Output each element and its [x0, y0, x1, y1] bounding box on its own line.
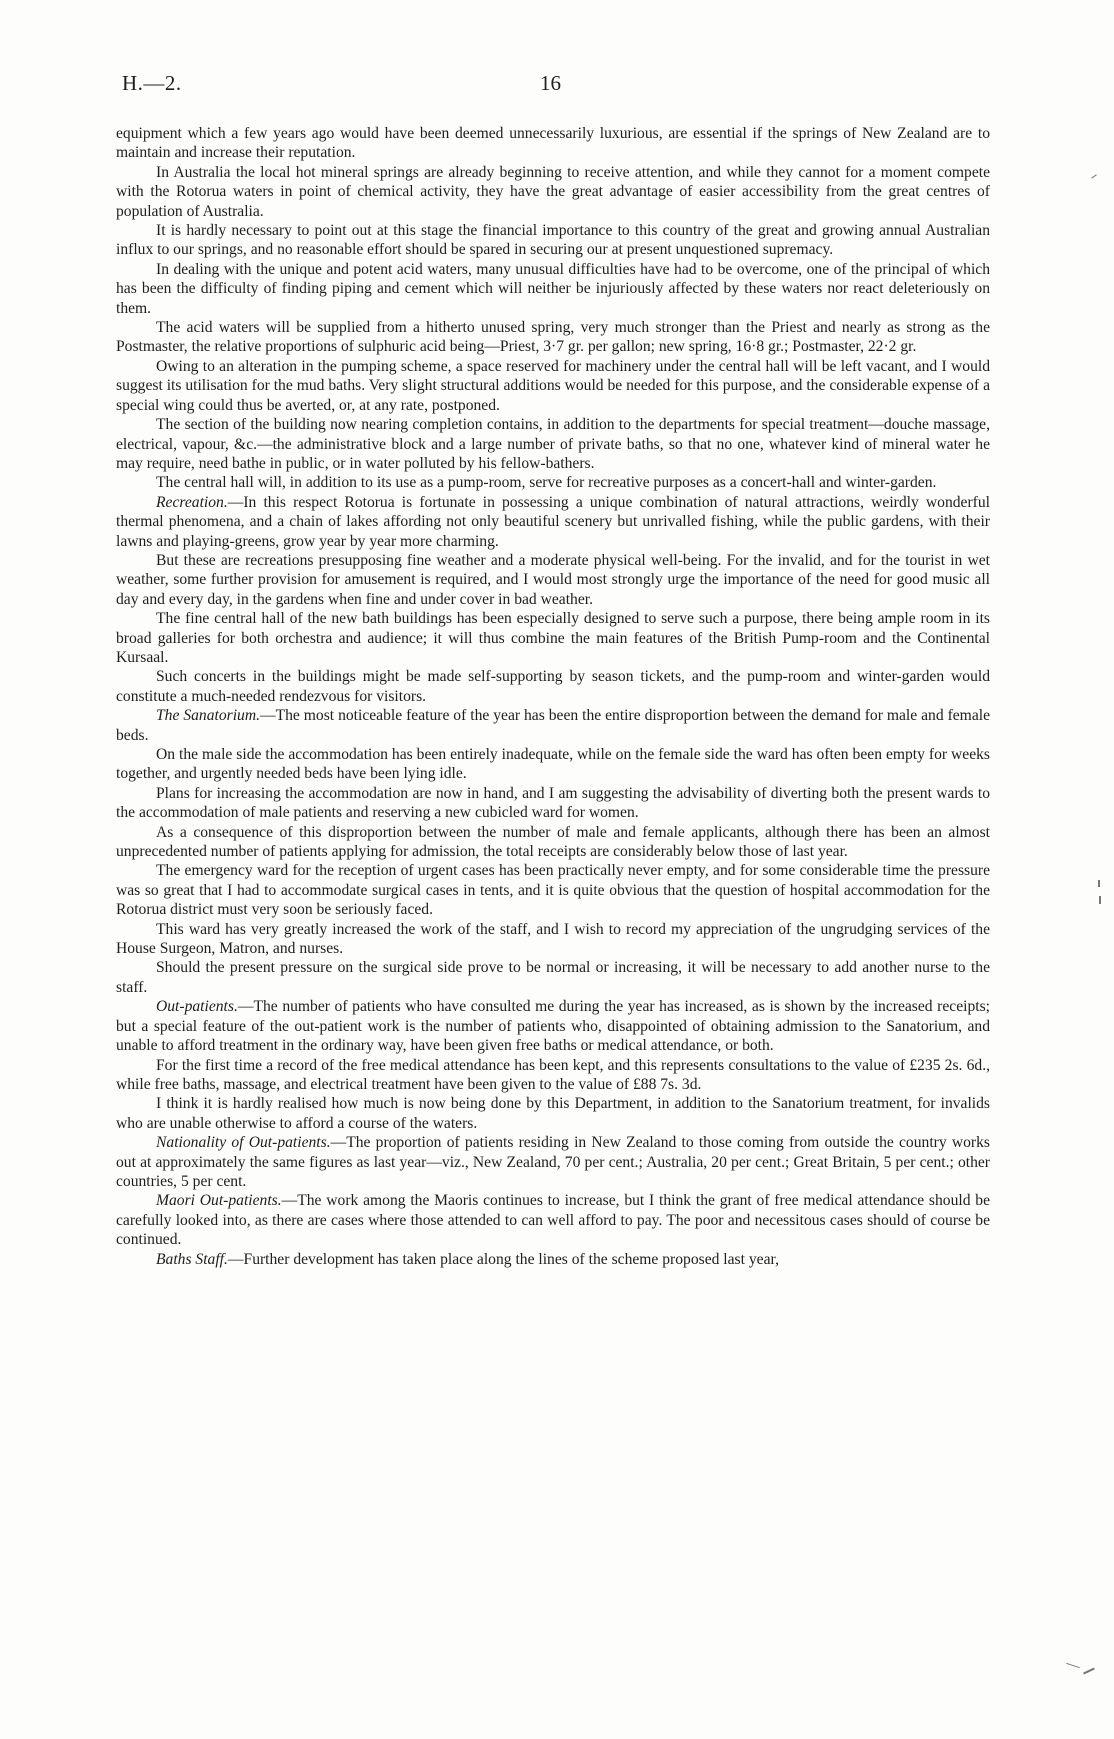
paragraph-text: For the first time a record of the free medical attendance has been kept, and this represents consultations to the value of £235 2s. 6d., while free baths, massage, and electrical treatment have been given to the value of £88 7s. 3d.	[116, 1056, 990, 1093]
paragraph-text: But these are recreations presupposing fine weather and a moderate physical well-being. For the invalid, and for the tourist in wet weather, some further provision for amusement is required, and I would most strongly urge the importance of the need for good music all day and every day, in the gardens when fine and under cover in bad weather.	[116, 551, 990, 608]
paragraph-text: In dealing with the unique and potent acid waters, many unusual difficulties have had to be overcome, one of the principal of which has been the difficulty of finding piping and cement which will neither be injuriously affected by these waters nor react deleteriously on them.	[116, 260, 990, 317]
body-text	[116, 124, 990, 1269]
document-reference: H.—2.	[122, 71, 182, 95]
paragraph-text: Plans for increasing the accommodation are now in hand, and I am suggesting the advisability of diverting both the present wards to the accommodation of male patients and reserving a new cubicled ward for women.	[116, 784, 990, 822]
section-heading: The Sanatorium.	[156, 707, 261, 725]
section-heading: Baths Staff.	[156, 1250, 228, 1268]
paragraph-text: —The most noticeable feature of the year has been the entire disproportion between the demand for male and female beds.	[116, 707, 990, 744]
section-heading: Recreation.	[156, 493, 228, 511]
paragraph	[116, 823, 990, 862]
paragraph	[116, 861, 990, 919]
paragraph	[116, 473, 990, 492]
paragraph	[116, 784, 990, 823]
section-heading: Maori Out-patients.	[156, 1192, 282, 1210]
section-heading: Out-patients.	[156, 998, 238, 1016]
paragraph	[116, 1191, 990, 1249]
paragraph-text: Owing to an alteration in the pumping scheme, a space reserved for machinery under the central hall will be left vacant, and I would suggest its utilisation for the mud baths. Very slight structural additions would be needed for this purpose, and the considerable expense of a special wing could thus be averted, or, at any rate, postponed.	[116, 357, 990, 414]
paragraph-text: The acid waters will be supplied from a hitherto unused spring, very much stronger than the Priest and nearly as strong as the Postmaster, the relative proportions of sulphuric acid being—Priest, 3·7 gr. per gallon; new spring, 16·8 gr.; Postmaster, 22·2 gr.	[116, 319, 990, 356]
paragraph-text: —In this respect Rotorua is fortunate in possessing a unique combination of natural attractions, weirdly wonderful thermal phenomena, and a chain of lakes affording not only beautiful scenery but unrivalled fishing, while the public gardens, with their lawns and playing-greens, grow year by year more charming.	[116, 493, 990, 550]
paragraph	[116, 920, 990, 959]
paragraph-text: —Further development has taken place along the lines of the scheme proposed last year,	[227, 1250, 779, 1268]
section-heading: Nationality of Out-patients.	[156, 1134, 331, 1152]
paragraph	[116, 706, 990, 745]
paragraph	[116, 415, 990, 473]
paragraph	[116, 958, 990, 997]
paragraph	[116, 1056, 990, 1095]
paragraph-text: The section of the building now nearing completion contains, in addition to the departments for special treatment—douche massage, electrical, vapour, &c.—the administrative block and a large number of private baths, so that no one, whatever kind of mineral water he may require, need bathe in public, or in water polluted by his fellow-bathers.	[116, 416, 990, 472]
paragraph	[116, 667, 990, 706]
paragraph	[116, 260, 990, 318]
paragraph-text: This ward has very greatly increased the work of the staff, and I wish to record my appreciation of the ungrudging services of the House Surgeon, Matron, and nurses.	[116, 920, 990, 958]
paragraph	[116, 163, 990, 221]
paragraph	[116, 357, 990, 415]
paragraph	[116, 124, 990, 163]
page-number: 16	[540, 71, 561, 95]
paragraph-text: As a consequence of this disproportion between the number of male and female applicants, although there has been an almost unprecedented number of patients applying for admission, the total receipts are considerably below those of last year.	[116, 823, 990, 861]
paragraph	[116, 551, 990, 609]
paragraph	[116, 609, 990, 667]
paragraph	[116, 745, 990, 784]
paragraph	[116, 1094, 990, 1133]
paragraph	[116, 1133, 990, 1191]
paragraph-text: —The proportion of patients residing in New Zealand to those coming from outside the country works out at approximately the same figures as last year—viz., New Zealand, 70 per cent.; Australia, 20 per cent.; Great Britain, 5 per cent.; other countries, 5 per cent.	[116, 1134, 990, 1190]
paragraph-text: The central hall will, in addition to its use as a pump-room, serve for recreative purposes as a concert-hall and winter-garden.	[156, 474, 937, 492]
paragraph-text: I think it is hardly realised how much is now being done by this Department, in addition to the Sanatorium treatment, for invalids who are unable otherwise to afford a course of the waters.	[116, 1095, 990, 1132]
paragraph-text: It is hardly necessary to point out at this stage the financial importance to this country of the great and growing annual Australian influx to our springs, and no reasonable effort should be spared in securing our at present unquestioned supremacy.	[116, 222, 990, 259]
paragraph-text: Such concerts in the buildings might be made self-supporting by season tickets, and the pump-room and winter-garden would constitute a much-needed rendezvous for visitors.	[116, 668, 990, 705]
paragraph	[116, 318, 990, 357]
paragraph-text: The emergency ward for the reception of urgent cases has been practically never empty, and for some considerable time the pressure was so great that I had to accommodate surgical cases in tents, and it is quite obvious that the question of hospital accommodation for the Rotorua district must very soon be seriously faced.	[116, 862, 990, 919]
paragraph	[116, 1250, 990, 1269]
paragraph	[116, 221, 990, 260]
paragraph-text: The fine central hall of the new bath buildings has been especially designed to serve such a purpose, there being ample room in its broad galleries for both orchestra and audience; it will thus combine the main features of the British Pump-room and the Continental Kursaal.	[116, 610, 990, 666]
paragraph-text: Should the present pressure on the surgical side prove to be normal or increasing, it will be necessary to add another nurse to the staff.	[116, 959, 990, 996]
paragraph-text: —The number of patients who have consulted me during the year has increased, as is shown by the increased receipts; but a special feature of the out-patient work is the number of patients who, disappointed of obtaining admission to the Sanatorium, and unable to afford treatment in the ordinary way, have been given free baths or medical attendance, or both.	[116, 998, 990, 1055]
paragraph-text: equipment which a few years ago would have been deemed unnecessarily luxurious, are essential if the springs of New Zealand are to maintain and increase their reputation.	[116, 125, 990, 162]
paragraph-text: —The work among the Maoris continues to increase, but I think the grant of free medical attendance should be carefully looked into, as there are cases where those attended to can well afford to pay. The poor and necessitous cases should of course be continued.	[116, 1192, 990, 1249]
paragraph-text: In Australia the local hot mineral springs are already beginning to receive attention, and while they cannot for a moment compete with the Rotorua waters in point of chemical activity, they have the great advantage of easier accessibility from the great centres of population of Australia.	[116, 163, 990, 220]
paragraph	[116, 997, 990, 1055]
paragraph	[116, 493, 990, 551]
paragraph-text: On the male side the accommodation has been entirely inadequate, while on the female side the ward has often been empty for weeks together, and urgently needed beds have been lying idle.	[116, 746, 990, 783]
